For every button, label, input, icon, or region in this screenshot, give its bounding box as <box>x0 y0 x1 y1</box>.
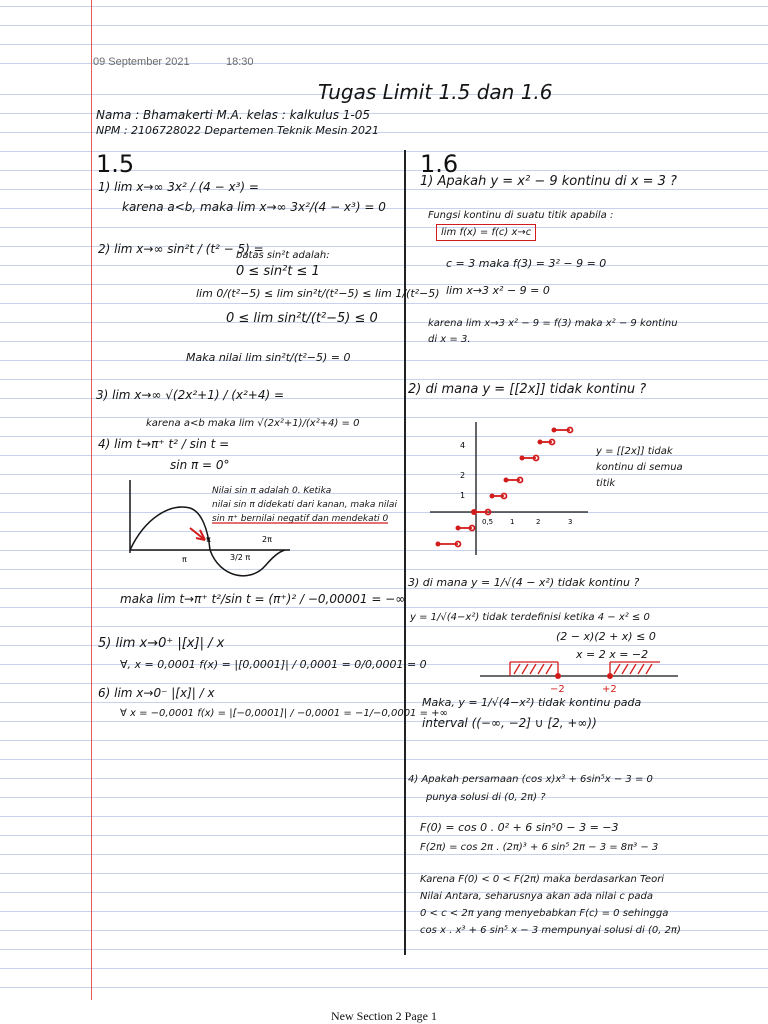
question-4-b: punya solusi di (0, 2π) ? <box>426 792 546 803</box>
section-heading-1-6: 1.6 <box>420 150 459 178</box>
step-y-4: 4 <box>460 441 466 450</box>
number-line <box>480 656 680 696</box>
label-minus-2: −2 <box>550 684 565 695</box>
question-1-answer-1: karena lim x→3 x² − 9 = f(3) maka x² − 9 kontinu <box>428 318 678 329</box>
question-4-f0: F(0) = cos 0 . 0² + 6 sin⁵0 − 3 = −3 <box>420 821 619 834</box>
problem-6-expression: 6) lim x→0⁻ |[x]| / x <box>98 686 215 700</box>
point-plus-2 <box>607 673 613 679</box>
step-x-1: 1 <box>510 518 515 526</box>
question-3: 3) di mana y = 1/√(4 − x²) tidak kontinu ? <box>408 576 640 589</box>
problem-6-work: ∀ x = −0,0001 f(x) = |[−0,0001]| / −0,0001 = −1/−0,0001 = +∞ <box>120 708 448 719</box>
problem-4-expression: 4) lim t→π⁺ t² / sin t = <box>98 437 230 451</box>
question-4-answer-4: cos x . x³ + 6 sin⁵ x − 3 mempunyai solusi di (0, 2π) <box>420 925 681 936</box>
problem-2-squeeze: 0 ≤ lim sin²t/(t²−5) ≤ 0 <box>226 311 378 326</box>
sine-label-pi: π <box>206 535 211 544</box>
problem-5-expression: 5) lim x→0⁺ |[x]| / x <box>98 636 225 651</box>
question-1-c: c = 3 maka f(3) = 3² − 9 = 0 <box>446 257 607 270</box>
problem-4-answer: maka lim t→π⁺ t²/sin t = (π⁺)² / −0,00001 = −∞ <box>120 592 406 606</box>
section-heading-1-5: 1.5 <box>96 150 135 178</box>
problem-4-sin-pi: sin π = 0° <box>170 458 230 472</box>
problem-4-note-1: Nilai sin π adalah 0. Ketika <box>212 486 332 496</box>
step-y-1: 1 <box>460 491 466 500</box>
question-3-answer-2: interval ((−∞, −2] ∪ [2, +∞)) <box>422 716 597 730</box>
question-4-answer-1: Karena F(0) < 0 < F(2π) maka berdasarkan Teori <box>420 874 665 885</box>
continuity-box: lim f(x) = f(c) x→c <box>436 224 536 241</box>
sine-label-pi-below: π <box>182 555 187 564</box>
question-4-answer-2: Nilai Antara, seharusnya akan ada nilai c pada <box>420 891 653 902</box>
question-3-roots: x = 2 x = −2 <box>576 648 649 661</box>
point-minus-2 <box>555 673 561 679</box>
problem-1-expression: 1) lim x→∞ 3x² / (4 − x³) = <box>98 180 259 194</box>
question-1-note: Fungsi kontinu di suatu titik apabila : <box>428 210 614 221</box>
problem-4-note-3: sin π⁺ bernilai negatif dan mendekati 0 <box>212 514 389 524</box>
question-1-limit: lim x→3 x² − 9 = 0 <box>446 284 550 297</box>
question-2-note-2: kontinu di semua <box>596 462 683 473</box>
question-2: 2) di mana y = [[2x]] tidak kontinu ? <box>408 382 647 397</box>
question-4-f2pi: F(2π) = cos 2π . (2π)³ + 6 sin⁵ 2π − 3 = 8π³ − 3 <box>420 842 659 853</box>
step-y-2: 2 <box>460 471 466 480</box>
step-x-3: 3 <box>568 518 573 526</box>
question-1: 1) Apakah y = x² − 9 kontinu di x = 3 ? <box>420 174 677 189</box>
step-x-05: 0,5 <box>482 518 494 526</box>
header-date: 09 September 2021 <box>93 56 190 68</box>
question-3-answer-1: Maka, y = 1/√(4−x²) tidak kontinu pada <box>422 696 642 709</box>
problem-2-expression: 2) lim x→∞ sin²t / (t² − 5) = <box>98 242 264 256</box>
question-1-answer-2: di x = 3. <box>428 334 471 345</box>
problem-2-note: batas sin²t adalah: <box>236 250 330 261</box>
problem-2-limit-bounds: lim 0/(t²−5) ≤ lim sin²t/(t²−5) ≤ lim 1/(t²−5) <box>196 287 440 300</box>
question-2-note-1: y = [[2x]] tidak <box>596 446 673 457</box>
problem-2-inequality: 0 ≤ sin²t ≤ 1 <box>236 264 320 279</box>
column-divider <box>404 150 406 955</box>
sine-label-3pi2: 3/2 π <box>230 553 251 562</box>
margin-line <box>91 0 92 1000</box>
problem-3-answer: karena a<b maka lim √(2x²+1)/(x²+4) = 0 <box>146 418 360 429</box>
problem-5-work: ∀, x = 0,0001 f(x) = |[0,0001]| / 0,0001 = 0/0,0001 = 0 <box>120 658 427 671</box>
problem-2-answer: Maka nilai lim sin²t/(t²−5) = 0 <box>186 351 351 364</box>
student-npm-line: NPM : 2106728022 Departemen Teknik Mesin 2021 <box>96 124 379 137</box>
question-3-line: y = 1/√(4−x²) tidak terdefinisi ketika 4 − x² ≤ 0 <box>410 612 650 623</box>
question-2-note-3: titik <box>596 478 616 489</box>
page-footer: New Section 2 Page 1 <box>331 1009 437 1023</box>
sine-graph <box>120 478 400 588</box>
label-plus-2: +2 <box>602 684 617 695</box>
step-function-graph <box>430 420 590 560</box>
student-name-line: Nama : Bhamakerti M.A. kelas : kalkulus 1-05 <box>96 108 371 122</box>
page-title: Tugas Limit 1.5 dan 1.6 <box>318 80 553 104</box>
question-3-factor: (2 − x)(2 + x) ≤ 0 <box>556 630 656 643</box>
problem-1-answer: karena a<b, maka lim x→∞ 3x²/(4 − x³) = 0 <box>122 200 386 214</box>
step-x-2: 2 <box>536 518 541 526</box>
problem-3-expression: 3) lim x→∞ √(2x²+1) / (x²+4) = <box>96 388 285 402</box>
question-4: 4) Apakah persamaan (cos x)x³ + 6sin⁵x − 3 = 0 <box>408 774 653 785</box>
sine-label-2pi: 2π <box>262 535 272 544</box>
problem-4-note-2: nilai sin π didekati dari kanan, maka nilai <box>212 500 397 510</box>
header-time: 18:30 <box>226 56 254 68</box>
question-4-answer-3: 0 < c < 2π yang menyebabkan F(c) = 0 sehingga <box>420 908 669 919</box>
